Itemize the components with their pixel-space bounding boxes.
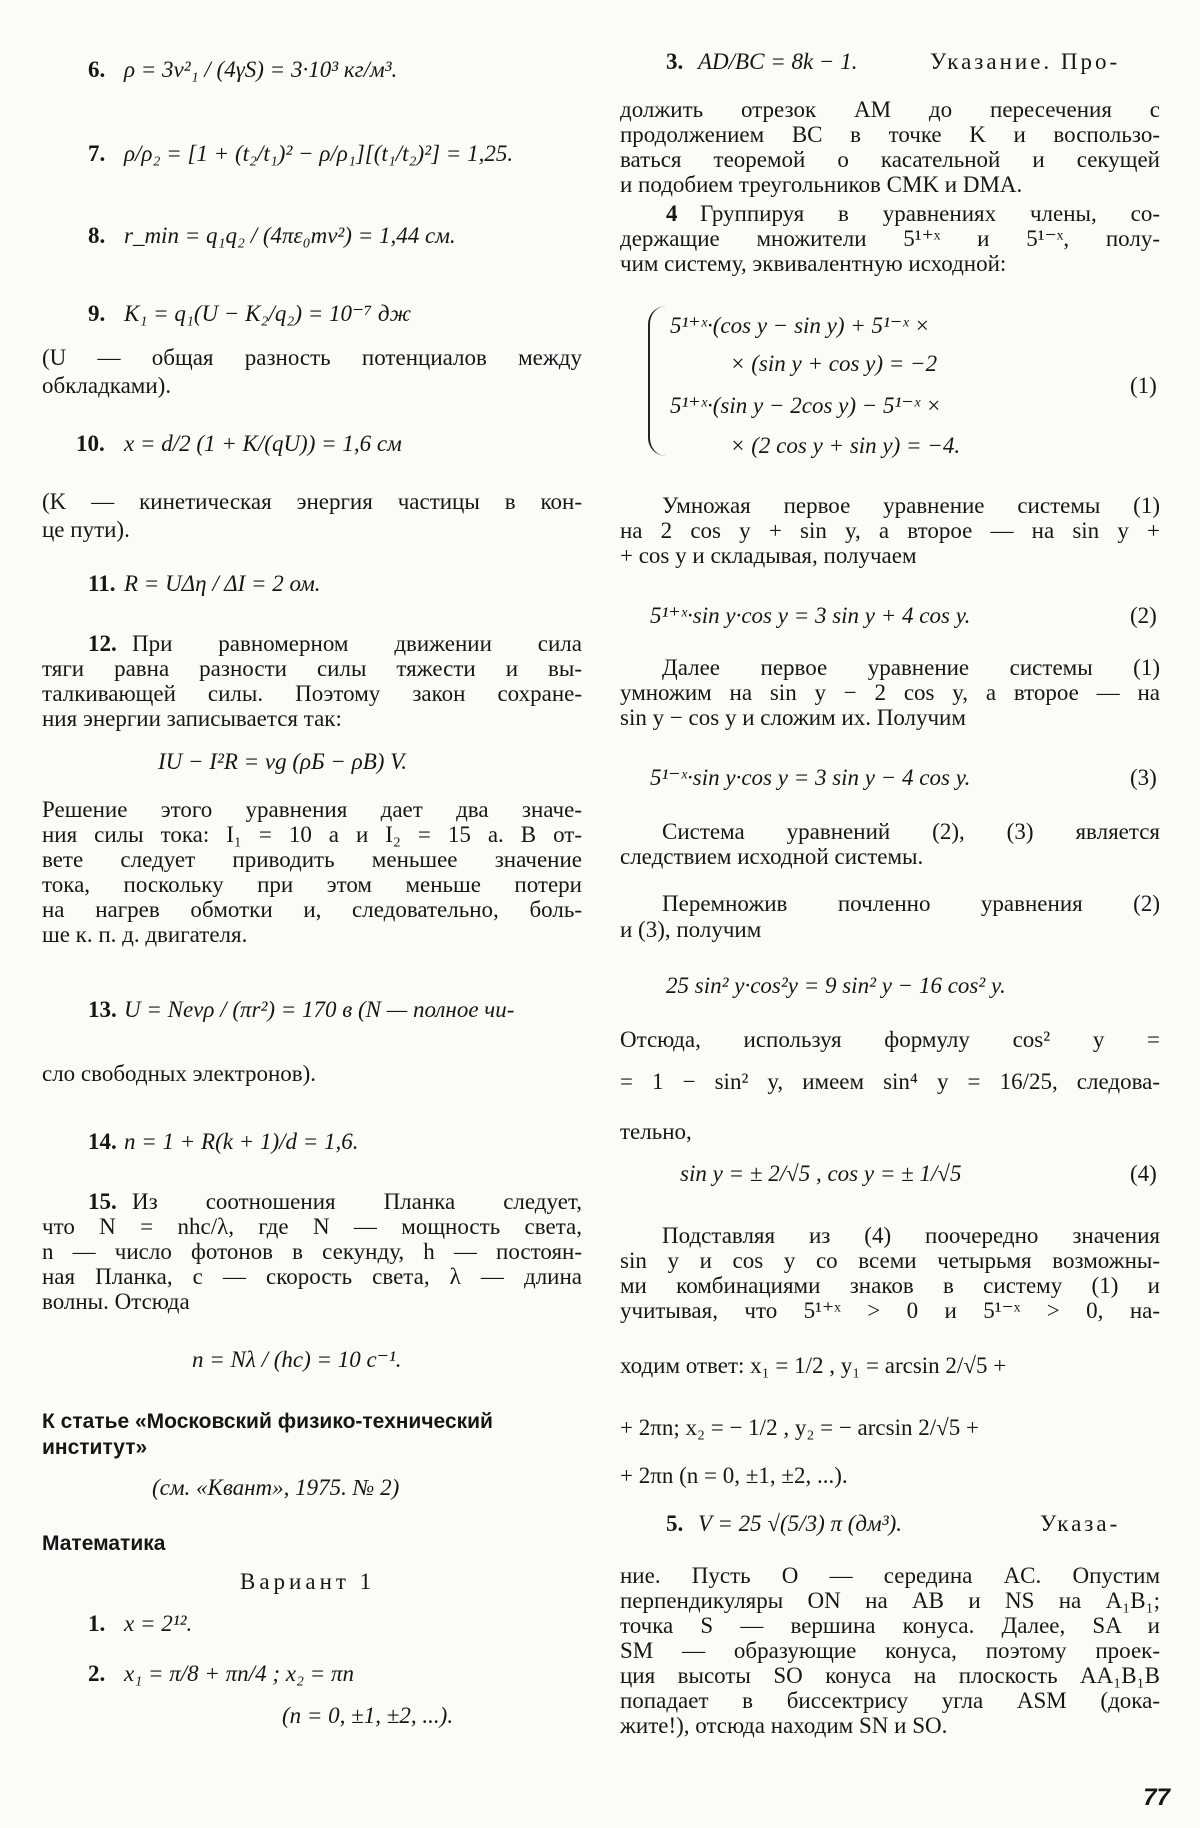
formula: K₁ = q₁(U − K₂/q₂) = 10⁻⁷ дж <box>124 301 411 326</box>
text-line: ше к. п. д. двигателя. <box>42 922 248 947</box>
system-line: 5¹⁺ˣ·(sin y − 2cos y) − 5¹⁻ˣ × <box>670 393 942 418</box>
section-title: К статье «Московский физико-технический <box>42 1410 493 1433</box>
text-line: ние. Пусть O — середина AC. Опустим <box>620 1563 1160 1588</box>
text-line: на нагрев обмотки и, следовательно, боль- <box>42 897 582 922</box>
item-number: 9. <box>88 301 106 326</box>
text-line: Отсюда, используя формулу cos² y = <box>620 1027 1160 1052</box>
item-number: 8. <box>88 223 106 248</box>
formula: x = 2¹². <box>124 1611 193 1636</box>
system-line: 5¹⁺ˣ·(cos y − sin y) + 5¹⁻ˣ × <box>670 313 930 338</box>
text-line: SM — образующие конуса, поэтому проек- <box>620 1638 1160 1663</box>
text-line: Далее первое уравнение системы (1) <box>662 655 1160 680</box>
formula: x = d/2 (1 + K/(qU)) = 1,6 см <box>124 431 402 456</box>
item-number: 3. <box>666 49 684 74</box>
subject-heading: Математика <box>42 1532 166 1555</box>
formula: n = Nλ / (hc) = 10 с⁻¹. <box>192 1347 402 1372</box>
item-number: 14. <box>88 1129 117 1154</box>
text-line: вете следует приводить меньшее значение <box>42 847 582 872</box>
text-line: Система уравнений (2), (3) является <box>662 819 1160 844</box>
text-line: сло свободных электронов). <box>42 1061 317 1086</box>
text-line: + 2πn; x₂ = − 1/2 , y₂ = − arcsin 2/√5 + <box>620 1415 979 1440</box>
equation: 5¹⁺ˣ·sin y·cos y = 3 sin y + 4 cos y. <box>650 603 971 628</box>
text-line: Группируя в уравнениях члены, со- <box>700 201 1160 226</box>
item-number: 1. <box>88 1611 106 1636</box>
hint-label: Указа- <box>1040 1511 1121 1536</box>
text-line: Перемножив почленно уравнения (2) <box>662 891 1160 916</box>
text-line: ходим ответ: x₁ = 1/2 , y₁ = arcsin 2/√5 + <box>620 1353 1007 1378</box>
system-line: × (sin y + cos y) = −2 <box>730 351 938 376</box>
formula: R = UΔη / ΔI = 2 ом. <box>124 571 321 596</box>
equation-label: (1) <box>1130 373 1157 398</box>
text-line: перпендикуляры ON на AB и NS на A₁B₁; <box>620 1588 1160 1613</box>
text-line: должить отрезок AM до пересечения с <box>620 97 1160 122</box>
formula: n = 1 + R(k + 1)/d = 1,6. <box>124 1129 359 1154</box>
text-line: умножим на sin y − 2 cos y, а второе — на <box>620 680 1160 705</box>
text-line: + cos y и складывая, получаем <box>620 543 917 568</box>
equation: 5¹⁻ˣ·sin y·cos y = 3 sin y − 4 cos y. <box>650 765 971 790</box>
formula: ρ = 3v²₁ / (4γS) = 3·10³ кг/м³. <box>124 57 398 82</box>
text-line: = 1 − sin² y, имеем sin⁴ y = 16/25, следова- <box>620 1069 1160 1094</box>
item-number: 11. <box>88 571 116 596</box>
text-line: ваться теоремой о касательной и секущей <box>620 147 1160 172</box>
text-line: sin y и cos y со всеми четырьмя возможны- <box>620 1248 1160 1273</box>
hint-label: Указание. Про- <box>930 49 1121 74</box>
text-line: на 2 cos y + sin y, а второе — на sin y + <box>620 518 1160 543</box>
text-line: и (3), получим <box>620 917 762 942</box>
formula: V = 25 √(5/3) π (дм³). <box>698 1511 903 1536</box>
formula: IU − I²R = vg (ρБ − ρВ) V. <box>158 749 407 774</box>
item-number: 10. <box>76 431 105 456</box>
text-line: ми комбинациями знаков в систему (1) и <box>620 1273 1160 1298</box>
page-number: 77 <box>1143 1784 1170 1811</box>
text-line: Решение этого уравнения дает два значе- <box>42 797 582 822</box>
section-title: институт» <box>42 1436 148 1459</box>
system-line: × (2 cos y + sin y) = −4. <box>730 433 961 458</box>
text-line: точка S — вершина конуса. Далее, SA и <box>620 1613 1160 1638</box>
text-line: жите!), отсюда находим SN и SO. <box>620 1713 948 1738</box>
text-line: Из соотношения Планка следует, <box>132 1189 582 1214</box>
text-line: (K — кинетическая энергия частицы в кон- <box>42 489 582 514</box>
formula: AD/BC = 8k − 1. <box>698 49 858 74</box>
equation-label: (4) <box>1130 1161 1157 1186</box>
text-line: (U — общая разность потенциалов между <box>42 345 582 370</box>
item-number: 12. <box>88 631 117 656</box>
text-line: ния энергии записывается так: <box>42 706 342 731</box>
item-number: 5. <box>666 1511 684 1536</box>
item-number: 7. <box>88 141 106 166</box>
item-number: 13. <box>88 997 117 1022</box>
equation: 25 sin² y·cos²y = 9 sin² y − 16 cos² y. <box>666 973 1006 998</box>
text-line: продолжением BC в точке K и воспользо- <box>620 122 1160 147</box>
item-number: 2. <box>88 1661 106 1686</box>
text-line: и подобием треугольников CMK и DMA. <box>620 172 1023 197</box>
text-line: учитывая, что 5¹⁺ˣ > 0 и 5¹⁻ˣ > 0, на- <box>620 1298 1160 1323</box>
text-line: тяги равна разности силы тяжести и вы- <box>42 656 582 681</box>
text-line: попадает в биссектрису угла ASM (дока- <box>620 1688 1160 1713</box>
formula: U = Nevρ / (πr²) = 170 в (N — полное чи- <box>124 997 515 1022</box>
text-line: держащие множители 5¹⁺ˣ и 5¹⁻ˣ, полу- <box>620 226 1160 251</box>
text-line: ния силы тока: I₁ = 10 а и I₂ = 15 а. В от- <box>42 822 582 847</box>
system-brace <box>648 306 666 456</box>
formula: (n = 0, ±1, ±2, ...). <box>282 1703 454 1728</box>
text-line: тока, поскольку при этом меньше потери <box>42 872 582 897</box>
text-line: чим систему, эквивалентную исходной: <box>620 251 1007 276</box>
text-line: талкивающей силы. Поэтому закон сохране- <box>42 681 582 706</box>
text-line: ция высоты SO конуса на плоскость AA₁B₁B <box>620 1663 1160 1688</box>
text-line: тельно, <box>620 1119 692 1144</box>
text-line: + 2πn (n = 0, ±1, ±2, ...). <box>620 1463 848 1488</box>
formula: r_min = q₁q₂ / (4πε₀mv²) = 1,44 см. <box>124 223 456 248</box>
equation-label: (3) <box>1130 765 1157 790</box>
text-line: При равномерном движении сила <box>132 631 582 656</box>
text-line: Умножая первое уравнение системы (1) <box>662 493 1160 518</box>
formula: ρ/ρ₂ = [1 + (t₂/t₁)² − ρ/ρ₁][(t₁/t₂)²] = 1,25. <box>124 141 514 166</box>
text-line: обкладками). <box>42 373 172 398</box>
equation-label: (2) <box>1130 603 1157 628</box>
text-line: что N = nhc/λ, где N — мощность света, <box>42 1214 582 1239</box>
text-line: Подставляя из (4) поочередно значения <box>662 1223 1160 1248</box>
text-line: следствием исходной системы. <box>620 844 924 869</box>
item-number: 4 <box>666 201 678 226</box>
text-line: sin y − cos y и сложим их. Получим <box>620 705 966 730</box>
item-number: 15. <box>88 1189 117 1214</box>
variant-heading: Вариант 1 <box>240 1569 376 1594</box>
text-line: волны. Отсюда <box>42 1289 190 1314</box>
formula: x₁ = π/8 + πn/4 ; x₂ = πn <box>124 1661 354 1686</box>
section-reference: (см. «Квант», 1975. № 2) <box>152 1475 400 1500</box>
text-line: ная Планка, c — скорость света, λ — длина <box>42 1264 582 1289</box>
item-number: 6. <box>88 57 106 82</box>
text-line: n — число фотонов в секунду, h — постоян- <box>42 1239 582 1264</box>
equation: sin y = ± 2/√5 , cos y = ± 1/√5 <box>680 1161 962 1186</box>
text-line: це пути). <box>42 517 130 542</box>
